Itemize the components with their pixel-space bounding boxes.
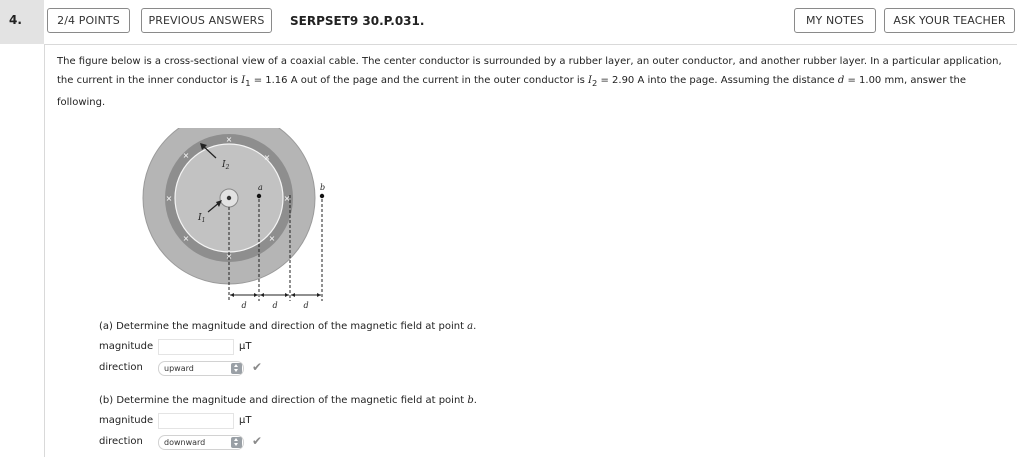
inner-conductor-dot — [227, 196, 231, 200]
part-b-direction-select[interactable] — [158, 435, 244, 450]
part-a-magnitude-input[interactable] — [158, 339, 234, 355]
current-into-mark: × — [263, 153, 271, 162]
symbol-i1: I — [241, 75, 246, 86]
select-arrows-icon — [231, 363, 242, 374]
part-a-magnitude-label: magnitude — [99, 341, 154, 352]
symbol-i2: I — [588, 75, 592, 86]
part-b-direction-value: downward — [164, 438, 206, 447]
dimension-arrowhead — [260, 293, 264, 297]
label-i1: $I_1$ — [198, 213, 206, 224]
label-d: d — [272, 301, 278, 310]
part-b-magnitude-label: magnitude — [99, 415, 154, 426]
previous-answers-button[interactable]: PREVIOUS ANSWERS — [141, 8, 272, 33]
label-d: d — [303, 301, 309, 310]
coaxial-cable-figure — [138, 128, 338, 313]
prompt-text: = 1.00 mm, answer the following. — [57, 75, 967, 108]
current-into-mark: × — [283, 194, 291, 203]
part-a-question: (a) Determine the magnitude and direction of the magnetic field at point a. — [99, 321, 477, 332]
label-d: d — [241, 301, 247, 310]
symbol-i2-sub: 2 — [591, 78, 598, 88]
points-button[interactable]: 2/4 POINTS — [47, 8, 130, 33]
question-header — [0, 0, 1024, 44]
ask-teacher-button[interactable]: ASK YOUR TEACHER — [884, 8, 1015, 33]
part-b-unit: µT — [239, 415, 252, 426]
part-a-direction-value: upward — [164, 364, 194, 373]
point-b — [320, 194, 324, 198]
prompt-text: = 2.90 A into the page. Assuming the distance — [597, 75, 838, 86]
current-into-mark: × — [165, 194, 173, 203]
label-i2: $I_2$ — [222, 160, 230, 171]
part-a-unit: µT — [239, 341, 252, 352]
part-a-direction-label: direction — [99, 362, 143, 373]
select-arrows-icon — [231, 437, 242, 448]
question-prompt — [57, 52, 1007, 112]
dimension-arrowhead — [317, 293, 321, 297]
symbol-i1-sub: 1 — [245, 78, 251, 88]
dimension-arrowhead — [291, 293, 295, 297]
prompt-text: The figure below is a cross-sectional view of a coaxial cable. The center conductor is surrounded by a rubber layer, an outer conductor, and another rubber layer. In a particular application, the current in the inner conductor is — [57, 56, 1002, 86]
question-code: SERPSET9 30.P.031. — [290, 14, 425, 28]
prompt-text: = 1.16 A out of the page and the current in the outer conductor is — [250, 75, 589, 86]
part-b-magnitude-input[interactable] — [158, 413, 234, 429]
check-icon: ✔ — [252, 360, 263, 374]
point-a — [257, 194, 261, 198]
label-point-b: b — [320, 183, 326, 192]
check-icon: ✔ — [252, 434, 263, 448]
dimension-arrowhead — [230, 293, 234, 297]
left-gutter — [0, 44, 44, 457]
symbol-d: d — [837, 75, 845, 86]
current-into-mark: × — [182, 234, 190, 243]
current-into-mark: × — [182, 151, 190, 160]
dimension-arrowhead — [285, 293, 289, 297]
current-into-mark: × — [225, 135, 233, 144]
label-point-a: a — [258, 183, 263, 192]
part-b-direction-label: direction — [99, 436, 143, 447]
question-number: 4. — [0, 0, 44, 44]
current-into-mark: × — [268, 234, 276, 243]
part-a-direction-select[interactable] — [158, 361, 244, 376]
my-notes-button[interactable]: MY NOTES — [794, 8, 876, 33]
current-into-mark: × — [225, 252, 233, 261]
part-b-question: (b) Determine the magnitude and direction of the magnetic field at point b. — [99, 395, 477, 406]
dimension-arrowhead — [254, 293, 258, 297]
